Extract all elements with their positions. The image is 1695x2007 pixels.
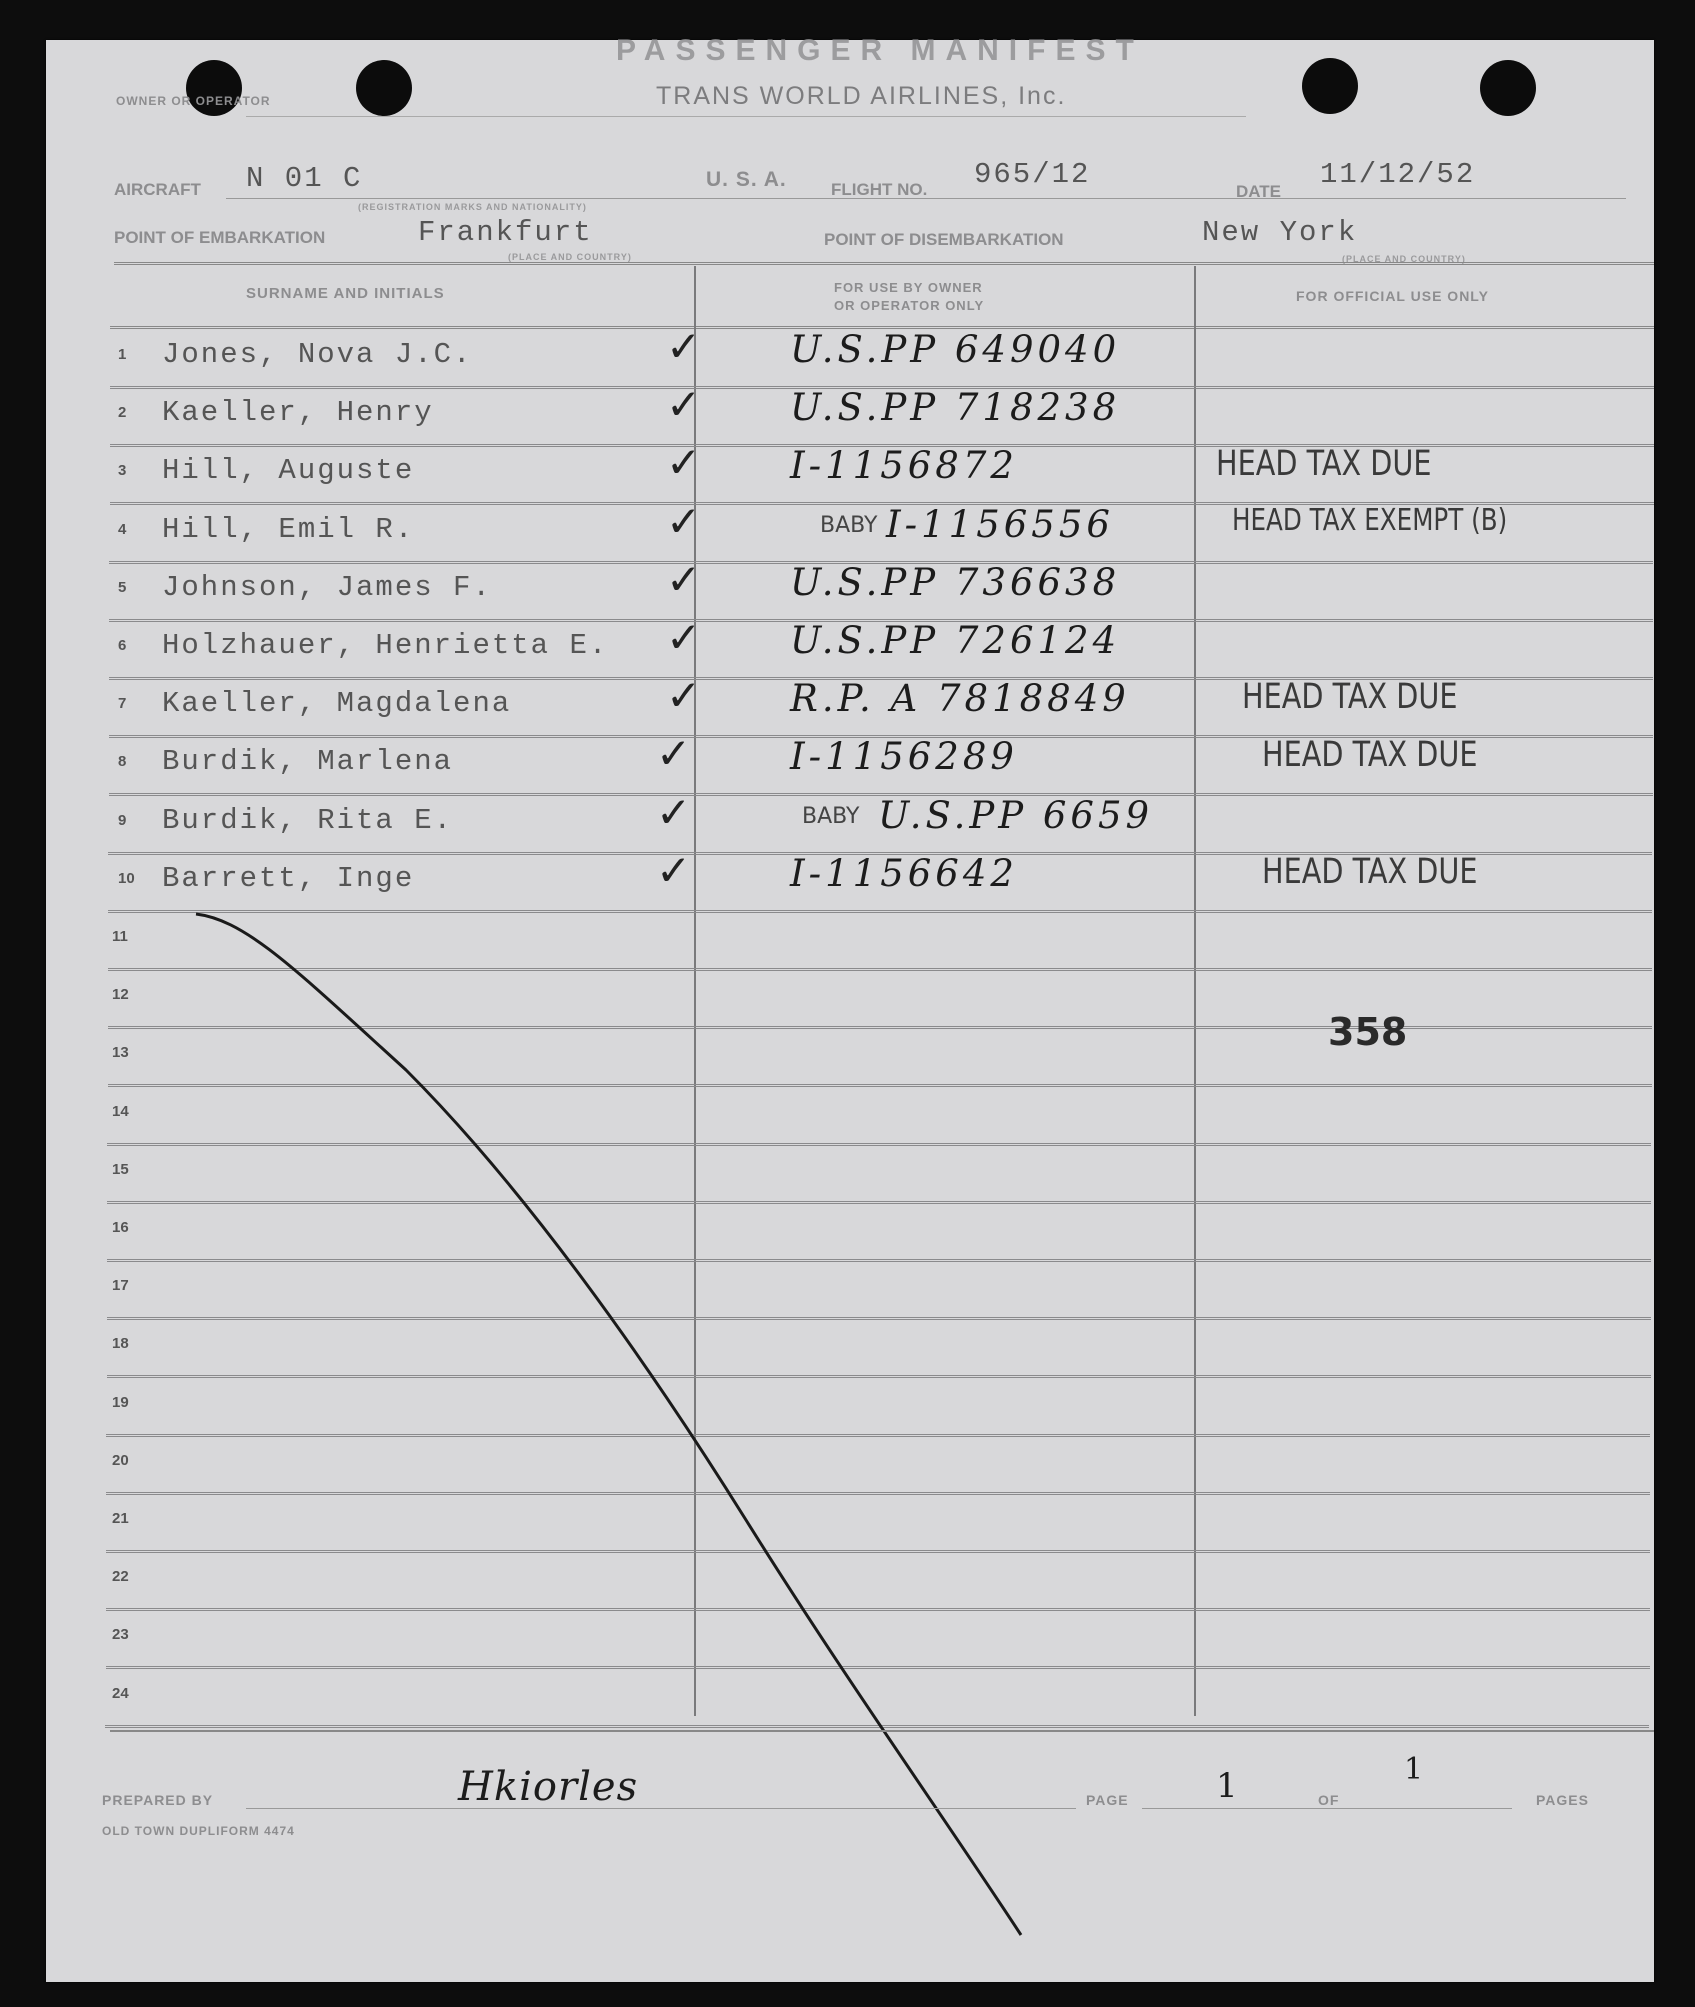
row-number: 19 — [112, 1393, 129, 1411]
flight-value: 965/12 — [974, 158, 1091, 191]
official-note: HEAD TAX DUE — [1262, 735, 1478, 776]
row-number: 12 — [112, 986, 129, 1004]
document-number: U.S.PP 736638 — [790, 560, 1121, 604]
stamp-number: 358 — [1328, 1010, 1408, 1054]
document-number: U.S.PP 718238 — [790, 386, 1121, 430]
document-number: U.S.PP 6659 — [878, 793, 1154, 837]
row-number: 14 — [112, 1102, 129, 1120]
row-number: 24 — [112, 1684, 129, 1702]
official-note: HEAD TAX DUE — [1262, 851, 1478, 892]
row-number: 21 — [112, 1510, 129, 1527]
check-mark: ✓ — [666, 438, 702, 488]
pages-label: PAGES — [1536, 1792, 1589, 1808]
document-number: I-1156872 — [790, 444, 1018, 488]
row-number: 18 — [112, 1335, 129, 1353]
check-mark: ✓ — [666, 671, 702, 721]
row-number: 6 — [118, 637, 127, 654]
embark-value: Frankfurt — [418, 216, 593, 249]
passenger-name: Kaeller, Magdalena — [162, 687, 512, 721]
col-owner-use-2: OR OPERATOR ONLY — [834, 298, 985, 313]
place-caption-left: (PLACE AND COUNTRY) — [508, 252, 632, 262]
passenger-name: Barrett, Inge — [162, 861, 415, 895]
place-caption-right: (PLACE AND COUNTRY) — [1342, 254, 1466, 264]
row-number: 13 — [112, 1044, 129, 1062]
check-mark: ✓ — [666, 380, 702, 430]
official-note: HEAD TAX DUE — [1216, 444, 1432, 485]
of-value: 1 — [1404, 1752, 1428, 1787]
embark-label: POINT OF EMBARKATION — [114, 228, 326, 247]
check-mark: ✓ — [666, 613, 702, 662]
row-number: 11 — [112, 928, 128, 945]
aircraft-label: AIRCRAFT — [114, 180, 201, 199]
check-mark: ✓ — [666, 554, 702, 604]
row-number: 20 — [112, 1451, 129, 1469]
page-value: 1 — [1216, 1766, 1242, 1806]
col-surname: SURNAME AND INITIALS — [246, 285, 445, 302]
row-number: 5 — [118, 578, 127, 596]
nationality: U. S. A. — [706, 168, 787, 191]
row-number: 3 — [118, 462, 127, 480]
row-number: 23 — [112, 1626, 129, 1644]
passenger-name: Burdik, Rita E. — [162, 803, 454, 837]
date-label: DATE — [1236, 182, 1282, 201]
cancel-line — [46, 40, 1654, 1982]
document-number: I-1156556 — [886, 502, 1114, 546]
form-id: OLD TOWN DUPLIFORM 4474 — [102, 1824, 295, 1838]
check-mark: ✓ — [666, 322, 702, 371]
date-value: 11/12/52 — [1320, 158, 1476, 191]
owner-label: OWNER OR OPERATOR — [116, 94, 271, 108]
row-number: 4 — [118, 520, 127, 538]
document-number: U.S.PP 649040 — [790, 328, 1121, 371]
document-number: I-1156289 — [790, 735, 1018, 779]
owner-value: TRANS WORLD AIRLINES, Inc. — [656, 82, 1067, 110]
flight-label: FLIGHT NO. — [831, 180, 928, 199]
official-note: HEAD TAX DUE — [1242, 677, 1458, 718]
aircraft-value: N 01 C — [246, 162, 363, 195]
prepared-signature: Hkiorles — [458, 1764, 639, 1810]
row-number: 1 — [118, 346, 127, 363]
col-official: FOR OFFICIAL USE ONLY — [1296, 288, 1489, 304]
registration-caption: (REGISTRATION MARKS AND NATIONALITY) — [358, 202, 587, 212]
check-mark: ✓ — [656, 729, 692, 779]
row-number: 10 — [118, 869, 135, 887]
check-mark: ✓ — [666, 496, 702, 546]
row-number: 7 — [118, 695, 127, 713]
passenger-name: Hill, Emil R. — [162, 512, 415, 546]
disembark-label: POINT OF DISEMBARKATION — [824, 230, 1064, 249]
passenger-name: Burdik, Marlena — [162, 745, 454, 779]
of-label: OF — [1318, 1792, 1340, 1808]
baby-label: BABY — [802, 803, 860, 829]
page-label: PAGE — [1086, 1792, 1129, 1808]
row-number: 2 — [118, 404, 127, 422]
check-mark: ✓ — [656, 845, 692, 895]
row-number: 22 — [112, 1568, 129, 1586]
form-title: PASSENGER MANIFEST — [616, 34, 1144, 67]
document-number: R.P. A 7818849 — [790, 677, 1130, 721]
passenger-name: Holzhauer, Henrietta E. — [162, 629, 609, 662]
row-number: 8 — [118, 753, 127, 771]
passenger-name: Hill, Auguste — [162, 454, 415, 488]
official-note: HEAD TAX EXEMPT (B) — [1232, 502, 1508, 538]
prepared-label: PREPARED BY — [102, 1792, 214, 1808]
document-number: I-1156642 — [790, 851, 1018, 895]
row-number: 17 — [112, 1277, 129, 1295]
col-owner-use-1: FOR USE BY OWNER — [834, 280, 983, 295]
passenger-name: Johnson, James F. — [162, 570, 492, 604]
row-number: 15 — [112, 1160, 129, 1178]
baby-label: BABY — [820, 512, 878, 538]
row-number: 9 — [118, 811, 127, 829]
passenger-name: Jones, Nova J.C. — [162, 338, 473, 371]
manifest-sheet — [46, 34, 1654, 1982]
check-mark: ✓ — [656, 787, 692, 837]
document-number: U.S.PP 726124 — [790, 619, 1121, 662]
disembark-value: New York — [1202, 216, 1358, 249]
passenger-name: Kaeller, Henry — [162, 396, 434, 430]
row-number: 16 — [112, 1219, 129, 1236]
